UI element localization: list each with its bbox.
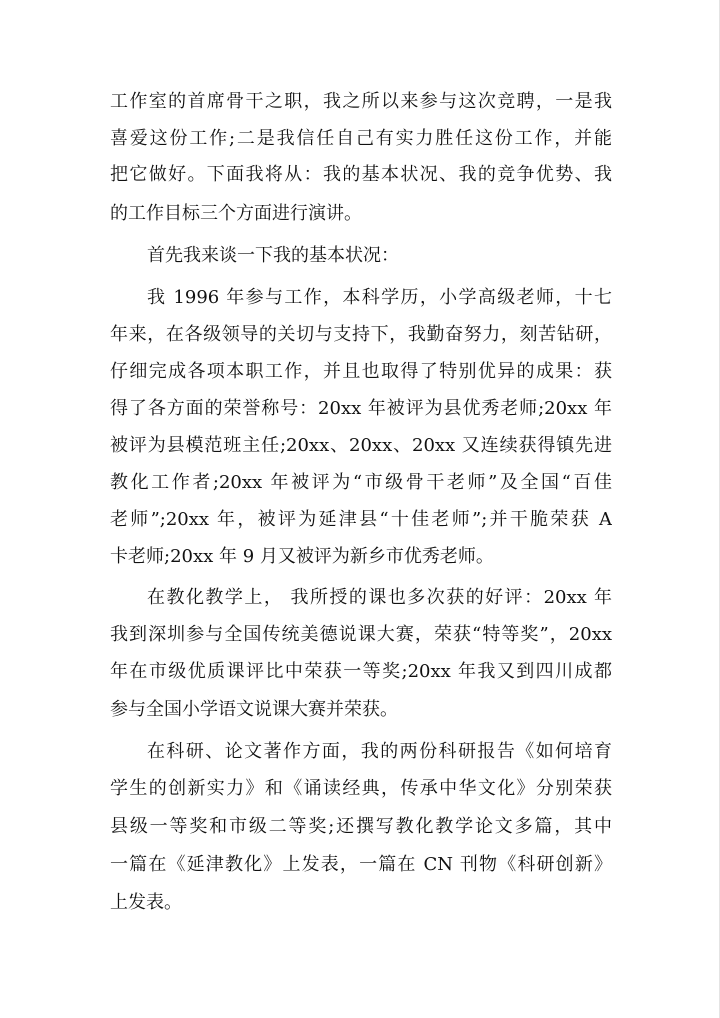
text-line: 卡老师;20xx 年 9 月又被评为新乡市优秀老师。 (110, 546, 494, 567)
text-line: 年在市级优质课评比中荣获一等奖;20xx 年我又到四川成都 (110, 661, 612, 682)
text-line: 在科研、论文著作方面，我的两份科研报告《如何培育 (147, 741, 612, 762)
text-line: 老师”;20xx 年，被评为延津县“十佳老师”;并干脆荣获 A (110, 509, 612, 530)
text-line: 把它做好。下面我将从：我的基本状况、我的竞争优势、我 (110, 164, 612, 185)
text-line: 得了各方面的荣誉称号：20xx 年被评为县优秀老师;20xx 年 (110, 398, 612, 419)
text-line: 上发表。 (110, 892, 182, 913)
text-line: 喜爱这份工作;二是我信任自己有实力胜任这份工作，并能 (110, 128, 612, 149)
text-line: 我到深圳参与全国传统美德说课大赛，荣获“特等奖”，20xx (110, 624, 612, 645)
text-line: 首先我来谈一下我的基本状况： (147, 245, 399, 266)
text-line: 参与全国小学语文说课大赛并荣获。 (110, 699, 398, 720)
text-line: 被评为县模范班主任;20xx、20xx、20xx 又连续获得镇先进 (110, 435, 612, 456)
text-line: 在教化教学上， 我所授的课也多次获的好评：20xx 年 (147, 587, 612, 608)
text-line: 年来，在各级领导的关切与支持下，我勤奋努力，刻苦钻研， (110, 324, 612, 345)
text-line: 仔细完成各项本职工作，并且也取得了特别优异的成果：获 (110, 361, 612, 382)
text-line: 县级一等奖和市级二等奖;还撰写教化教学论文多篇，其中 (110, 816, 612, 837)
text-line: 的工作目标三个方面进行演讲。 (110, 203, 362, 224)
text-line: 我 1996 年参与工作，本科学历，小学高级老师，十七 (147, 287, 612, 308)
text-line: 一篇在《延津教化》上发表，一篇在 CN 刊物《科研创新》 (110, 854, 612, 875)
text-line: 学生的创新实力》和《诵读经典，传承中华文化》分别荣获 (110, 778, 612, 799)
text-line: 教化工作者;20xx 年被评为“市级骨干老师”及全国“百佳 (110, 472, 612, 493)
text-line: 工作室的首席骨干之职，我之所以来参与这次竞聘，一是我 (110, 91, 612, 112)
